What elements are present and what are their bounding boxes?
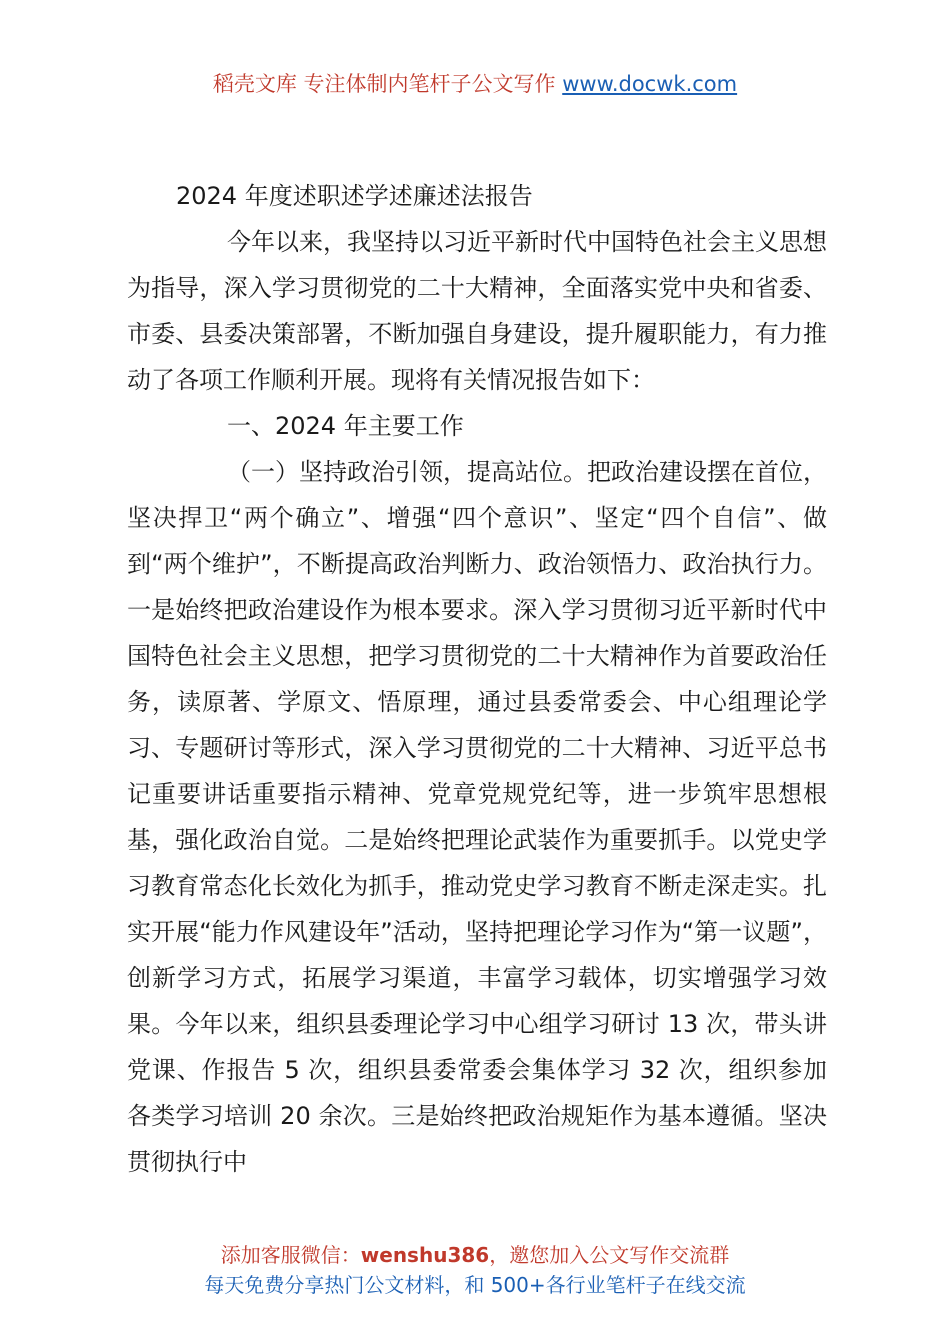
page-footer [0,1240,950,1300]
footer-promo-line: 每天免费分享热门公文材料，和 500+各行业笔杆子在线交流 [204,1273,746,1297]
footer-contact-suffix: ，邀您加入公文写作交流群 [489,1243,730,1267]
section-heading: 一、2024 年主要工作 [227,412,464,440]
body-paragraph: （一）坚持政治引领，提高站位。把政治建设摆在首位，坚决捍卫“两个确立”、增强“四个意识”、坚定“四个自信”、做到“两个维护”，不断提高政治判断力、政治领悟力、政治执行力。一是始终把政治建设作为根本要求。深入学习贯彻习近平新时代中国特色社会主义思想，把学习贯彻党的二十大精神作为首要政治任务，读原著、学原文、悟原理，通过县委常委会、中心组理论学习、专题研讨等形式，深入学习贯彻党的二十大精神、习近平总书记重要讲话重要指示精神、党章党规党纪等，进一步筑牢思想根基，强化政治自觉。二是始终把理论武装作为重要抓手。以党史学习教育常态化长效化为抓手，推动党史学习教育不断走深走实。扎实开展“能力作风建设年”活动，坚持把理论学习作为“第一议题”，创新学习方式，拓展学习渠道，丰富学习载体，切实增强学习效果。今年以来，组织县委理论学习中心组学习研讨 13 次，带头讲党课、作报告 5 次，组织县委常委会集体学习 32 次，组织参加各类学习培训 20 余次。三是始终把政治规矩作为基本遵循。坚决贯彻执行中 [127,458,827,1176]
page-header [0,70,950,98]
document-body [127,173,827,1185]
footer-contact-prefix: 添加客服微信： [220,1243,361,1267]
site-link[interactable]: www.docwk.com [562,72,738,96]
wechat-id: wenshu386 [360,1243,490,1267]
footer-contact-line [0,1240,950,1270]
brand-slogan: 稻壳文库 专注体制内笔杆子公文写作 [212,72,563,96]
document-title: 2024 年度述职述学述廉述法报告 [176,182,533,210]
intro-paragraph: 今年以来，我坚持以习近平新时代中国特色社会主义思想为指导，深入学习贯彻党的二十大精神，全面落实党中央和省委、市委、县委决策部署，不断加强自身建设，提升履职能力，有力推动了各项工作顺利开展。现将有关情况报告如下： [127,228,827,394]
